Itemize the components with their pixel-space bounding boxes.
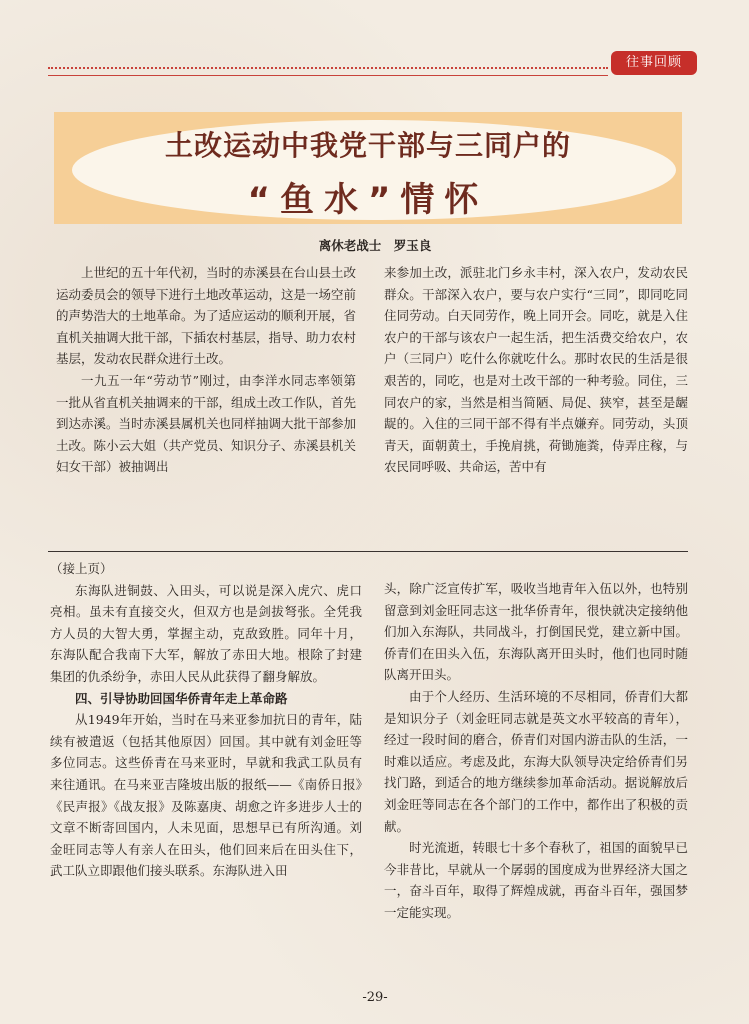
section-divider — [48, 551, 688, 552]
continued-column-2 — [384, 578, 688, 924]
column-tag: 往事回顾 — [611, 51, 697, 75]
paragraph: 由于个人经历、生活环境的不尽相同，侨青们大都是知识分子（刘金旺同志就是英文水平较高的青年），经过一段时间的磨合，侨青们对国内游击队的生活，一时难以适应。考虑及此，东海大队领导决定给侨青们另找门路，到适合的地方继续参加革命活动。据说解放后刘金旺等同志在各个部门的工作中，都作出了积极的贡献。 — [384, 688, 688, 834]
paragraph: 头，除广泛宣传扩军，吸收当地青年入伍以外，也特别留意到刘金旺同志这一批华侨青年，很快就决定接纳他们加入东海队，共同战斗，打倒国民党，建立新中国。侨青们在田头入伍，东海队离开田头时，他们也同时随队离开田头。 — [384, 581, 688, 683]
article-title-line2: “鱼水”情怀 — [247, 180, 489, 220]
paragraph: 来参加土改，派驻北门乡永丰村，深入农户，发动农民群众。干部深入农户，要与农户实行“三同”，即同吃同住同劳动。白天同劳作，晚上同开会。同吃，就是入住农户的干部与该农户一起生活，把生活费交给农户，农户（三同户）吃什么你就吃什么。那时农民的生活是很艰苦的，同吃，也是对土改干部的一种考验。同住，三同农户的家，当然是相当简陋、局促、狭窄，甚至是龌龊的。入住的三同干部不得有半点嫌弃。同劳动，头顶青天，面朝黄土，手挽肩挑，荷锄施粪，侍弄庄稼，与农民同呼吸、共命运，苦中有 — [384, 265, 688, 475]
article-column-2 — [384, 262, 688, 478]
article-title-line1: 土改运动中我党干部与三同户的 — [164, 129, 571, 162]
paragraph: 时光流逝，转眼七十多个春秋了，祖国的面貌早已今非昔比，早就从一个孱弱的国度成为世界经济大国之一，奋斗百年，取得了辉煌成就，再奋斗百年，强国梦一定能实现。 — [384, 840, 688, 920]
paragraph: 东海队进铜鼓、入田头，可以说是深入虎穴、虎口亮相。虽未有直接交火，但双方也是剑拔弩张。全凭我方人员的大智大勇，掌握主动，克敌致胜。同年十月，东海队配合我南下大军，解放了赤田大地。根除了封建集团的仇杀纷争，赤田人民从此获得了翻身解放。 — [50, 582, 362, 684]
page-number: -29- — [362, 990, 388, 1005]
continued-column-1 — [50, 558, 362, 882]
continued-label: （接上页） — [50, 561, 113, 576]
article-column-1 — [56, 262, 356, 478]
paragraph: 从1949年开始，当时在马来亚参加抗日的青年，陆续有被遣返（包括其他原因）回国。其中就有刘金旺等多位同志。这些侨青在马来亚时，早就和我武工队员有来往通讯。在马来亚吉隆坡出版的报纸——《南侨日报》《民声报》《战友报》及陈嘉庚、胡愈之许多进步人士的文章不断寄回国内，人未见面，思想早已有所沟通。刘金旺同志等人有亲人在田头，他们回来后在田头住下，武工队立即跟他们接头联系。东海队进入田 — [50, 712, 362, 879]
paragraph: 一九五一年“劳动节”刚过，由李洋水同志率领第一批从省直机关抽调来的干部，组成土改工作队，首先到达赤溪。当时赤溪县属机关也同样抽调大批干部参加土改。陈小云大姐（共产党员、知识分子、赤溪县机关妇女干部）被抽调出 — [56, 372, 357, 475]
byline: 离休老战士 罗玉良 — [318, 238, 432, 253]
section-heading: 四、引导协助回国华侨青年走上革命路 — [75, 690, 288, 706]
header-decorative-rule — [48, 67, 608, 76]
paragraph: 上世纪的五十年代初，当时的赤溪县在台山县土改运动委员会的领导下进行土地改革运动，这是一场空前的声势浩大的土地革命。为了适应运动的顺利开展，省直机关抽调大批干部，下插农村基层，指导、助力农村基层，发动农民群众进行土改。 — [56, 265, 357, 367]
